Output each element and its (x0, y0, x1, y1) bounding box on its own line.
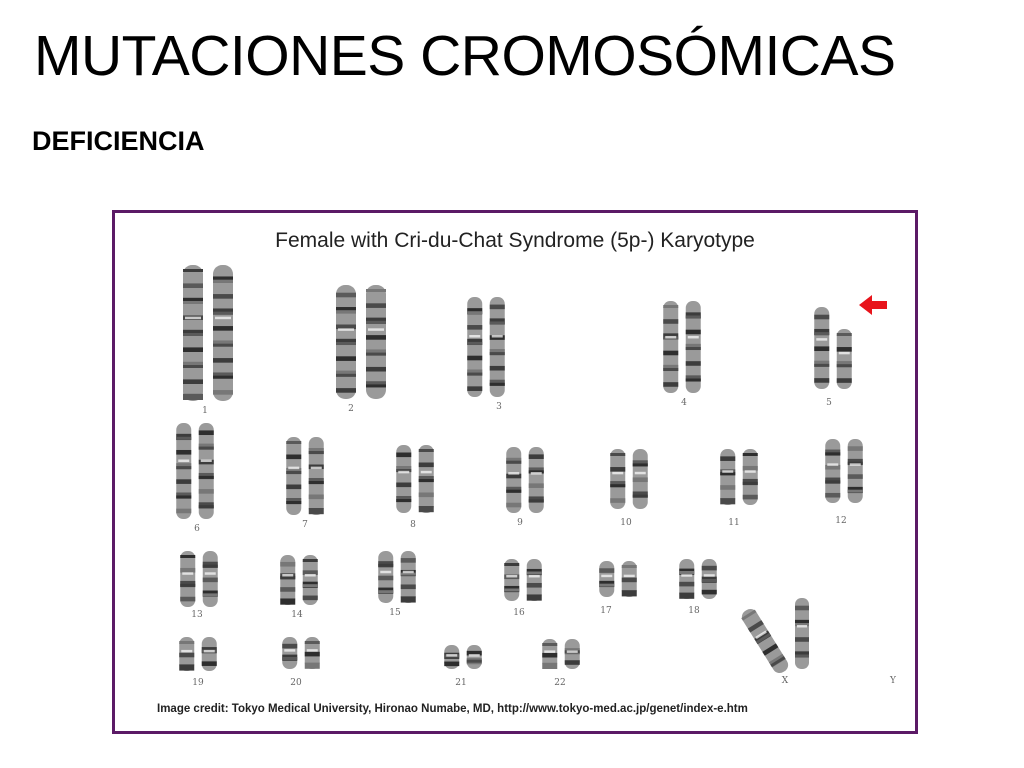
chromosome-label-9: 9 (517, 518, 523, 528)
chromosome-pair-18 (679, 559, 717, 599)
chromosome-pair-X (739, 598, 809, 676)
chromosome-pair-12 (825, 439, 863, 503)
chromosome-pair-20 (282, 637, 320, 669)
image-credit: Image credit: Tokyo Medical University, Hironao Numabe, MD, http://www.tokyo-med.ac.jp/genet/index-e.htm (157, 703, 748, 715)
chromosome-label-20: 20 (290, 678, 302, 688)
chromosome-pair-8 (396, 445, 434, 513)
chromosome-label-X: X (781, 676, 789, 686)
chromosome-label-18: 18 (688, 606, 700, 616)
chromosome-label-22: 22 (554, 678, 566, 688)
chromosome-label-Y: Y (890, 676, 896, 686)
chromosome-pair-9 (506, 447, 544, 513)
chromosome-pair-15 (378, 551, 416, 603)
chromosome-label-16: 16 (513, 608, 525, 618)
chromosome-pair-19 (179, 637, 217, 671)
chromosome-label-11: 11 (728, 518, 740, 528)
chromosome-pair-10 (610, 449, 648, 509)
chromosome-label-7: 7 (302, 520, 308, 530)
chromosome-pair-5 (814, 307, 852, 389)
chromosome-label-15: 15 (389, 608, 401, 618)
chromosome-pair-7 (286, 437, 324, 515)
chromosome-pair-2 (336, 285, 386, 399)
chromosome-label-10: 10 (620, 518, 632, 528)
chromosome-label-3: 3 (496, 402, 502, 412)
chromosome-label-2: 2 (348, 404, 354, 414)
chromosome-label-17: 17 (600, 606, 612, 616)
chromosome-pair-22 (542, 639, 580, 669)
slide-title: MUTACIONES CROMOSÓMICAS (34, 24, 896, 88)
chromosome-pair-6 (176, 423, 214, 519)
chromosome-label-8: 8 (410, 520, 416, 530)
chromosome-pair-17 (599, 561, 637, 597)
chromosome-pair-4 (663, 301, 701, 393)
figure-title: Female with Cri-du-Chat Syndrome (5p-) Karyotype (275, 229, 755, 252)
chromosome-pair-21 (444, 645, 482, 669)
chromosome-pair-16 (504, 559, 542, 601)
chromosome-label-6: 6 (194, 524, 200, 534)
chromosome-pair-14 (280, 555, 318, 605)
karyotype-figure (112, 210, 918, 734)
chromosome-label-5: 5 (826, 398, 832, 408)
chromosome-label-4: 4 (681, 398, 687, 408)
chromosome-pair-3 (467, 297, 505, 397)
chromosome-label-14: 14 (291, 610, 303, 620)
arrow-left-icon (859, 295, 887, 315)
karyotype-image (115, 213, 915, 731)
chromosome-pair-11 (720, 449, 758, 505)
chromosome-label-13: 13 (191, 610, 203, 620)
chromosome-pair-1 (183, 265, 233, 401)
chromosome-label-1: 1 (202, 406, 208, 416)
chromosome-label-19: 19 (192, 678, 204, 688)
chromosome-label-12: 12 (835, 516, 847, 526)
chromosome-pair-13 (180, 551, 218, 607)
slide-subtitle: DEFICIENCIA (32, 126, 205, 156)
chromosome-label-21: 21 (455, 678, 467, 688)
